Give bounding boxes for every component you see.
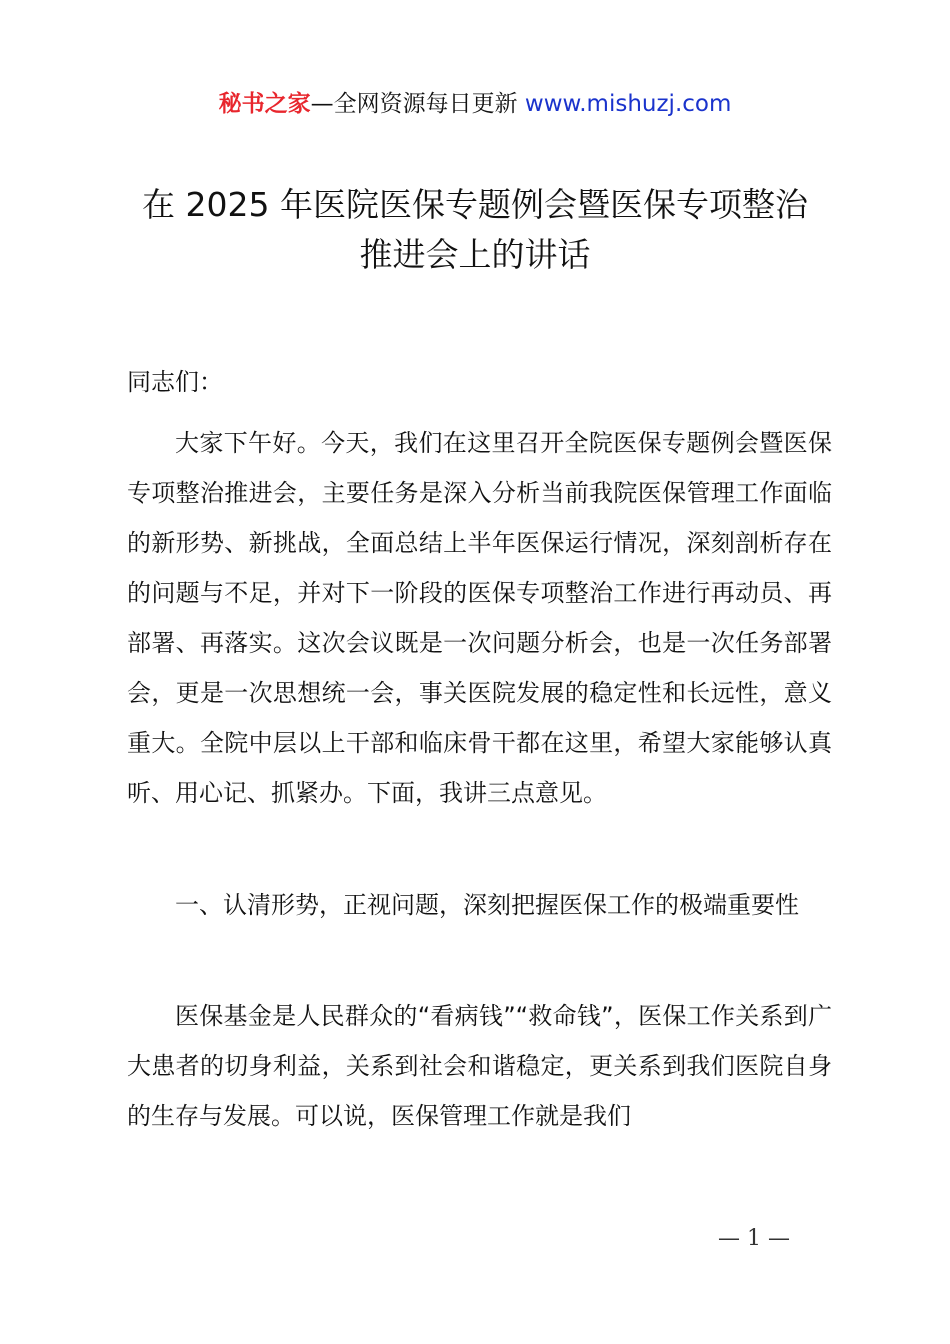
brand-name: 秘书之家 xyxy=(218,91,311,117)
page-number: — 1 — xyxy=(718,1226,790,1251)
body-paragraph: 医保基金是人民群众的“看病钱”“救命钱”，医保工作关系到广大患者的切身利益，关系到社会和谐稳定，更关系到我们医院自身的生存与发展。可以说，医保管理工作就是我们 xyxy=(127,1002,832,1130)
document-title xyxy=(110,180,840,280)
site-url-link[interactable]: www.mishuzj.com xyxy=(524,91,732,117)
site-header xyxy=(0,88,950,120)
title-line-2: 推进会上的讲话 xyxy=(359,235,591,274)
body-paragraph: 大家下午好。今天，我们在这里召开全院医保专题例会暨医保专项整治推进会，主要任务是深入分析当前我院医保管理工作面临的新形势、新挑战，全面总结上半年医保运行情况，深刻剖析存在的问题与不足，并对下一阶段的医保专项整治工作进行再动员、再部署、再落实。这次会议既是一次问题分析会，也是一次任务部署会，更是一次思想统一会，事关医院发展的稳定性和长远性，意义重大。全院中层以上干部和临床骨干都在这里，希望大家能够认真听、用心记、抓紧办。下面，我讲三点意见。 xyxy=(127,429,832,807)
salutation: 同志们： xyxy=(127,368,223,396)
section-heading: 一、认清形势，正视问题，深刻把握医保工作的极端重要性 xyxy=(175,891,799,919)
title-line-1: 在 2025 年医院医保专题例会暨医保专项整治 xyxy=(142,185,808,224)
header-tagline: —全网资源每日更新 xyxy=(310,91,525,117)
